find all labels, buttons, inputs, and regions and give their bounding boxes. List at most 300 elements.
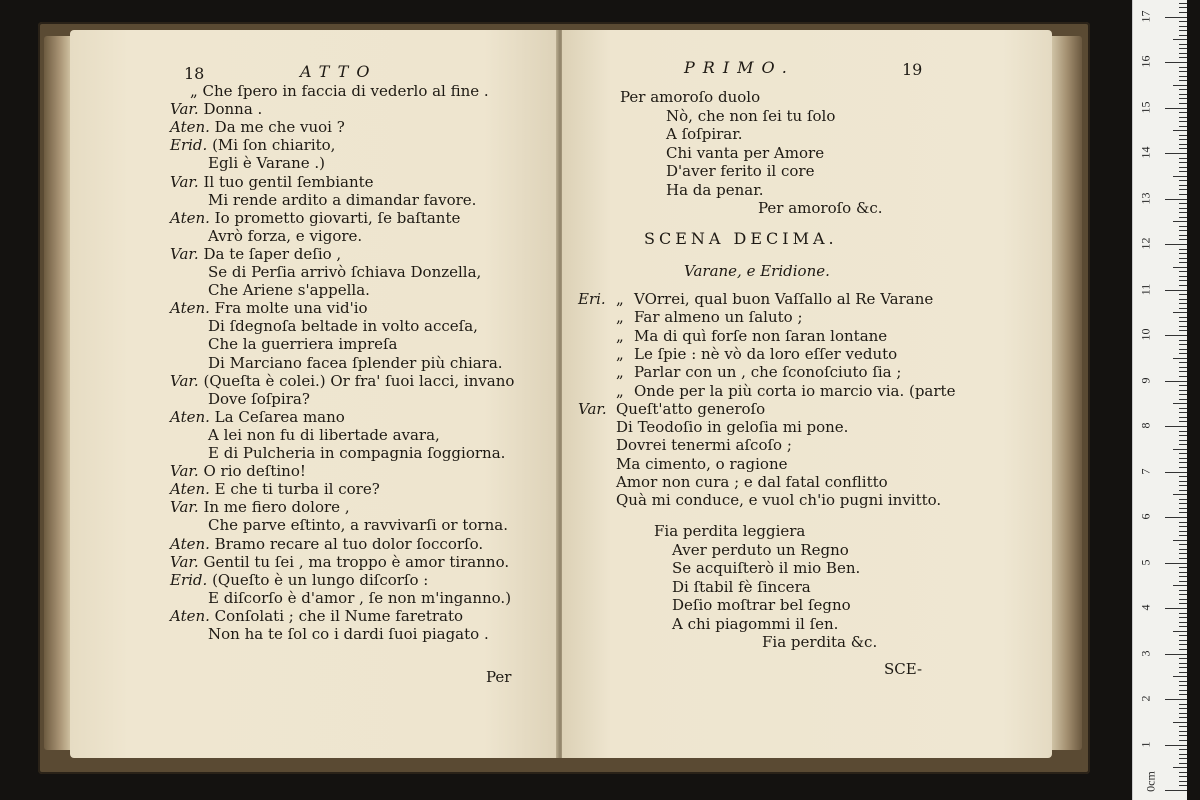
catchword-left: Per — [486, 668, 512, 686]
speaker-label: Aten. — [170, 208, 215, 227]
ruler-tick — [1179, 544, 1187, 545]
catchword-right: SCE- — [884, 660, 923, 678]
text-line — [208, 227, 362, 245]
ruler-tick — [1179, 171, 1187, 172]
line-text: Amor non cura ; e dal fatal conflitto — [616, 473, 888, 491]
line-text: A lei non fu di libertade avara, — [208, 425, 440, 444]
ruler-tick — [1179, 94, 1187, 95]
ruler-tick — [1179, 162, 1187, 163]
ruler-tick — [1179, 44, 1187, 45]
line-text: Onde per la più corta io marcio via. (parte — [634, 381, 956, 400]
ruler-number: 6 — [1138, 513, 1153, 520]
ruler-tick — [1173, 585, 1187, 586]
ruler-tick — [1179, 158, 1187, 159]
ruler-tick — [1173, 767, 1187, 768]
dialogue-line — [578, 290, 933, 308]
ruler-tick — [1173, 676, 1187, 677]
ruler-tick — [1179, 649, 1187, 650]
dialogue-line — [578, 308, 803, 326]
ruler-tick — [1179, 694, 1187, 695]
ruler-tick — [1165, 790, 1187, 791]
text-line — [208, 516, 508, 534]
ruler-tick — [1179, 549, 1187, 550]
text-line — [170, 245, 341, 263]
ruler-tick — [1173, 176, 1187, 177]
ruler-tick — [1179, 444, 1187, 445]
line-text: Da te ſaper deſio , — [203, 244, 342, 263]
text-line — [170, 372, 514, 390]
verse-line: Nò, che non ſei tu ſolo — [666, 106, 836, 125]
speaker-label: Aten. — [170, 480, 215, 499]
measuring-ruler — [1132, 0, 1187, 800]
text-line — [170, 571, 428, 589]
ruler-tick — [1179, 399, 1187, 400]
ruler-tick — [1179, 622, 1187, 623]
ruler-tick — [1173, 221, 1187, 222]
ruler-tick — [1179, 576, 1187, 577]
ruler-number: 3 — [1138, 650, 1153, 656]
ruler-tick — [1179, 203, 1187, 204]
ruler-tick — [1179, 253, 1187, 254]
speaker-label: Erid. — [170, 136, 213, 155]
text-line — [208, 154, 325, 172]
line-text: Di ſdegnoſa beltade in volto acceſa, — [208, 317, 478, 336]
line-text: (Mi ſon chiarito, — [212, 136, 336, 155]
ruler-tick — [1179, 508, 1187, 509]
ruler-tick — [1179, 640, 1187, 641]
ruler-tick — [1179, 89, 1187, 90]
book-edge-left — [44, 36, 70, 750]
line-text: Di Marciano facea ſplender più chiara. — [208, 353, 503, 372]
ruler-tick — [1179, 553, 1187, 554]
page-number-right: 19 — [902, 60, 923, 79]
ruler-tick — [1179, 635, 1187, 636]
ruler-tick — [1179, 57, 1187, 58]
dialogue-line — [578, 382, 955, 400]
ruler-tick — [1179, 421, 1187, 422]
left-page — [70, 30, 558, 758]
dialogue-line — [578, 455, 788, 473]
text-line — [208, 191, 476, 209]
line-text: Dove ſoſpira? — [208, 389, 310, 408]
text-line — [208, 281, 370, 299]
ruler-tick — [1173, 631, 1187, 632]
ruler-tick — [1179, 112, 1187, 113]
speaker-label: Aten. — [170, 118, 215, 137]
ruler-tick — [1179, 371, 1187, 372]
ruler-tick — [1179, 103, 1187, 104]
ruler-tick — [1179, 144, 1187, 145]
verse-line: Ha da penar. — [666, 180, 764, 199]
ruler-tick — [1165, 17, 1187, 18]
ruler-tick — [1179, 663, 1187, 664]
ruler-tick — [1179, 80, 1187, 81]
speaker-label: Aten. — [170, 407, 215, 426]
line-text: Le ſpie : nè vò da loro eſſer veduto — [634, 344, 898, 363]
ruler-tick — [1179, 490, 1187, 491]
ruler-tick — [1179, 148, 1187, 149]
ruler-tick — [1179, 503, 1187, 504]
ruler-tick — [1179, 167, 1187, 168]
line-text: Che parve eſtinto, a ravvivarſi or torna. — [208, 516, 508, 535]
ruler-tick — [1179, 53, 1187, 54]
ruler-tick — [1179, 681, 1187, 682]
verse-line: Fia perdita leggiera — [654, 522, 806, 540]
ruler-tick — [1179, 567, 1187, 568]
line-text: Ma di quì forſe non ſaran lontane — [634, 326, 888, 345]
line-text: Far almeno un ſaluto ; — [634, 308, 803, 327]
ruler-tick — [1173, 39, 1187, 40]
text-line — [170, 299, 368, 317]
ruler-tick — [1179, 390, 1187, 391]
ruler-tick — [1179, 408, 1187, 409]
ruler-tick — [1173, 312, 1187, 313]
verse-line: Per amoroſo &c. — [758, 199, 883, 217]
ruler-tick — [1179, 185, 1187, 186]
ruler-number: 1 — [1138, 741, 1153, 747]
ruler-number: 4 — [1138, 604, 1153, 611]
ruler-tick — [1179, 731, 1187, 732]
ruler-number: 5 — [1138, 559, 1153, 565]
speaker-label: Var. — [578, 399, 607, 418]
text-line — [208, 354, 503, 372]
ruler-tick — [1179, 417, 1187, 418]
verse-line: Fia perdita &c. — [762, 633, 878, 651]
line-text: (Queſto è un lungo diſcorſo : — [212, 570, 429, 589]
ruler-tick — [1179, 299, 1187, 300]
ruler-tick — [1179, 531, 1187, 532]
ruler-tick — [1179, 76, 1187, 77]
ruler-tick — [1179, 726, 1187, 727]
line-text: Dovrei tenermi aſcoſo ; — [616, 436, 792, 455]
ruler-tick — [1179, 12, 1187, 13]
line-text: Io prometto giovarti, ſe baſtante — [214, 208, 461, 227]
ruler-unit-label: 0cm — [1143, 771, 1158, 792]
ruler-tick — [1179, 340, 1187, 341]
line-text: Conſolati ; che il Nume faretrato — [214, 606, 464, 625]
ruler-tick — [1179, 135, 1187, 136]
ruler-tick — [1179, 385, 1187, 386]
page-number-left: 18 — [184, 64, 205, 83]
speaker-label: Erid. — [170, 570, 213, 589]
ruler-tick — [1179, 462, 1187, 463]
ruler-number: 10 — [1138, 328, 1153, 341]
text-line — [170, 100, 262, 118]
ruler-tick — [1179, 67, 1187, 68]
ruler-number: 9 — [1138, 377, 1153, 383]
ruler-tick — [1165, 608, 1187, 609]
ruler-tick — [1179, 522, 1187, 523]
right-page — [562, 30, 1052, 758]
ruler-tick — [1179, 362, 1187, 363]
speaker-label: Aten. — [170, 299, 215, 318]
line-text: Queſt'atto generoſo — [616, 399, 766, 418]
ruler-tick — [1179, 572, 1187, 573]
ruler-tick — [1179, 26, 1187, 27]
ruler-tick — [1179, 235, 1187, 236]
ruler-tick — [1179, 758, 1187, 759]
ruler-tick — [1165, 381, 1187, 382]
ruler-tick — [1179, 431, 1187, 432]
ruler-tick — [1179, 367, 1187, 368]
ruler-tick — [1179, 239, 1187, 240]
ruler-tick — [1179, 558, 1187, 559]
text-line — [170, 553, 509, 571]
ruler-tick — [1179, 271, 1187, 272]
ruler-tick — [1179, 658, 1187, 659]
line-text: E di Pulcheria in compagnia ſoggiorna. — [208, 444, 506, 462]
ruler-tick — [1179, 7, 1187, 8]
ruler-tick — [1165, 472, 1187, 473]
ruler-tick — [1179, 294, 1187, 295]
text-line — [170, 209, 460, 227]
line-text: E che ti turba il core? — [214, 480, 380, 499]
ruler-tick — [1179, 353, 1187, 354]
text-line — [170, 480, 380, 498]
ruler-tick — [1179, 280, 1187, 281]
ruler-tick — [1179, 217, 1187, 218]
line-text: Fra molte una vid'io — [214, 299, 368, 318]
line-text: (Queſta è colei.) Or fra' ſuoi lacci, invano — [203, 371, 515, 390]
ruler-number: 15 — [1138, 101, 1153, 113]
ruler-tick — [1179, 3, 1187, 4]
line-text: Da me che vuoi ? — [214, 118, 345, 137]
text-line — [170, 535, 483, 553]
ruler-tick — [1179, 613, 1187, 614]
ruler-tick — [1179, 21, 1187, 22]
ruler-tick — [1179, 139, 1187, 140]
ruler-tick — [1179, 285, 1187, 286]
ruler-tick — [1179, 326, 1187, 327]
ruler-number: 12 — [1138, 237, 1153, 250]
ruler-tick — [1165, 108, 1187, 109]
quote-mark: „ — [616, 363, 624, 382]
scene-characters: Varane, e Eridione. — [684, 262, 830, 280]
ruler-tick — [1179, 481, 1187, 482]
speaker-label: Var. — [170, 244, 204, 263]
ruler-tick — [1179, 330, 1187, 331]
ruler-tick — [1173, 494, 1187, 495]
speaker-label: Var. — [170, 462, 204, 481]
ruler-tick — [1179, 394, 1187, 395]
verse-line: A ſoſpirar. — [666, 125, 743, 143]
ruler-tick — [1165, 426, 1187, 427]
text-line — [170, 408, 345, 426]
running-header-left: ATTO — [300, 62, 378, 81]
line-text: Di Teodoſio in geloſia mi pone. — [616, 418, 849, 437]
dialogue-line — [578, 491, 941, 509]
dialogue-line — [578, 436, 792, 454]
speaker-label: Aten. — [170, 534, 215, 553]
ruler-tick — [1179, 467, 1187, 468]
verse-line: D'aver ferito il core — [666, 162, 815, 180]
ruler-number: 14 — [1138, 146, 1153, 159]
ruler-tick — [1165, 244, 1187, 245]
ruler-tick — [1179, 98, 1187, 99]
running-header-right: PRIMO. — [684, 58, 795, 77]
line-text: VOrrei, qual buon Vaſſallo al Re Varane — [634, 290, 934, 308]
line-text: In me fiero dolore , — [203, 498, 350, 517]
ruler-tick — [1165, 335, 1187, 336]
text-line — [208, 317, 478, 335]
text-line — [208, 444, 505, 462]
line-text: Non ha te ſol co i dardi ſuoi piagato . — [208, 625, 489, 643]
ruler-tick — [1179, 349, 1187, 350]
ruler-tick — [1179, 194, 1187, 195]
ruler-tick — [1179, 708, 1187, 709]
quote-mark: „ — [616, 344, 624, 363]
text-line — [170, 462, 306, 480]
ruler-tick — [1179, 189, 1187, 190]
line-text: Quà mi conduce, e vuol ch'io pugni invitto. — [616, 491, 942, 510]
text-line — [170, 173, 374, 191]
line-text: O rio deſtino! — [203, 462, 306, 481]
ruler-tick — [1179, 499, 1187, 500]
ruler-tick — [1173, 267, 1187, 268]
ruler-tick — [1179, 321, 1187, 322]
ruler-tick — [1179, 594, 1187, 595]
line-text: Donna . — [203, 100, 263, 119]
ruler-tick — [1173, 540, 1187, 541]
ruler-number: 16 — [1138, 55, 1153, 68]
text-line — [208, 426, 440, 444]
ruler-tick — [1165, 62, 1187, 63]
ruler-tick — [1165, 153, 1187, 154]
line-text: Se di Perſia arrivò ſchiava Donzella, — [208, 263, 482, 281]
quote-mark: „ — [616, 308, 624, 327]
ruler-tick — [1179, 485, 1187, 486]
ruler-tick — [1179, 440, 1187, 441]
ruler-tick — [1179, 626, 1187, 627]
ruler-tick — [1179, 476, 1187, 477]
ruler-tick — [1179, 776, 1187, 777]
line-text: „ Che ſpero in faccia di vederlo al fine . — [190, 82, 489, 100]
ruler-tick — [1179, 453, 1187, 454]
ruler-tick — [1179, 704, 1187, 705]
text-line — [170, 136, 335, 154]
verse-line: Chi vanta per Amore — [666, 143, 825, 162]
ruler-tick — [1179, 690, 1187, 691]
text-line — [170, 118, 345, 136]
ruler-tick — [1179, 303, 1187, 304]
ruler-tick — [1173, 722, 1187, 723]
dialogue-line — [578, 400, 765, 418]
ruler-tick — [1179, 667, 1187, 668]
ruler-tick — [1179, 644, 1187, 645]
ruler-tick — [1173, 130, 1187, 131]
ruler-tick — [1179, 208, 1187, 209]
ruler-tick — [1179, 713, 1187, 714]
ruler-number: 7 — [1138, 468, 1153, 474]
text-line — [208, 335, 398, 353]
verse-line: Aver perduto un Regno — [672, 540, 849, 559]
ruler-tick — [1179, 212, 1187, 213]
line-text: Che Ariene s'appella. — [208, 281, 370, 300]
line-text: La Ceſarea mano — [214, 407, 345, 426]
line-text: E diſcorſo è d'amor , ſe non m'inganno.) — [208, 588, 512, 607]
ruler-tick — [1179, 258, 1187, 259]
verse-line: Deſio moſtrar bel ſegno — [672, 596, 851, 614]
line-text: Il tuo gentil ſembiante — [203, 172, 374, 191]
line-text: Che la guerriera impreſa — [208, 335, 398, 354]
ruler-tick — [1179, 117, 1187, 118]
ruler-tick — [1179, 412, 1187, 413]
ruler-tick — [1179, 35, 1187, 36]
ruler-tick — [1179, 512, 1187, 513]
ruler-tick — [1179, 230, 1187, 231]
ruler-tick — [1179, 180, 1187, 181]
ruler-tick — [1179, 749, 1187, 750]
dialogue-line — [578, 363, 901, 381]
ruler-tick — [1179, 262, 1187, 263]
ruler-tick — [1179, 121, 1187, 122]
line-text: Avrò forza, e vigore. — [208, 226, 363, 245]
text-line — [208, 390, 310, 408]
verse-line: Di ſtabil fè ſincera — [672, 577, 811, 596]
ruler-tick — [1179, 376, 1187, 377]
ruler-tick — [1179, 740, 1187, 741]
ruler-tick — [1179, 71, 1187, 72]
ruler-tick — [1173, 358, 1187, 359]
dialogue-line — [578, 345, 897, 363]
ruler-number: 17 — [1138, 10, 1153, 22]
line-text: Egli è Varane .) — [208, 154, 325, 173]
dialogue-line — [578, 327, 887, 345]
ruler-tick — [1165, 290, 1187, 291]
text-line — [170, 607, 463, 625]
speaker-label: Aten. — [170, 606, 215, 625]
ruler-tick — [1179, 48, 1187, 49]
ruler-tick — [1165, 563, 1187, 564]
ruler-number: 11 — [1138, 283, 1153, 295]
scene-title: SCENA DECIMA. — [644, 229, 838, 248]
ruler-tick — [1179, 672, 1187, 673]
ruler-tick — [1179, 226, 1187, 227]
ruler-tick — [1179, 249, 1187, 250]
ruler-tick — [1179, 603, 1187, 604]
book-edge-right — [1052, 36, 1082, 750]
ruler-number: 8 — [1138, 422, 1153, 429]
speaker-label: Var. — [170, 100, 204, 119]
line-text: Bramo recare al tuo dolor ſoccorſo. — [214, 534, 484, 553]
quote-mark: „ — [616, 290, 624, 308]
text-line — [170, 498, 350, 516]
ruler-tick — [1179, 754, 1187, 755]
text-line — [190, 82, 489, 100]
ruler-tick — [1179, 30, 1187, 31]
verse-line: A chi piagommi il ſen. — [672, 614, 839, 633]
ruler-tick — [1179, 581, 1187, 582]
ruler-tick — [1179, 344, 1187, 345]
dialogue-line — [578, 473, 888, 491]
ruler-tick — [1173, 85, 1187, 86]
ruler-tick — [1179, 763, 1187, 764]
ruler-tick — [1173, 403, 1187, 404]
line-text: Ma cimento, o ragione — [616, 454, 788, 473]
speaker-label: Eri. — [578, 290, 606, 308]
ruler-tick — [1179, 785, 1187, 786]
ruler-tick — [1179, 276, 1187, 277]
ruler-tick — [1179, 458, 1187, 459]
quote-mark: „ — [616, 326, 624, 345]
ruler-tick — [1173, 449, 1187, 450]
ruler-tick — [1165, 517, 1187, 518]
quote-mark: „ — [616, 381, 624, 400]
line-text: Mi rende ardito a dimandar favore. — [208, 190, 477, 209]
ruler-tick — [1179, 435, 1187, 436]
verse-line: Per amoroſo duolo — [620, 88, 761, 106]
ruler-tick — [1179, 308, 1187, 309]
